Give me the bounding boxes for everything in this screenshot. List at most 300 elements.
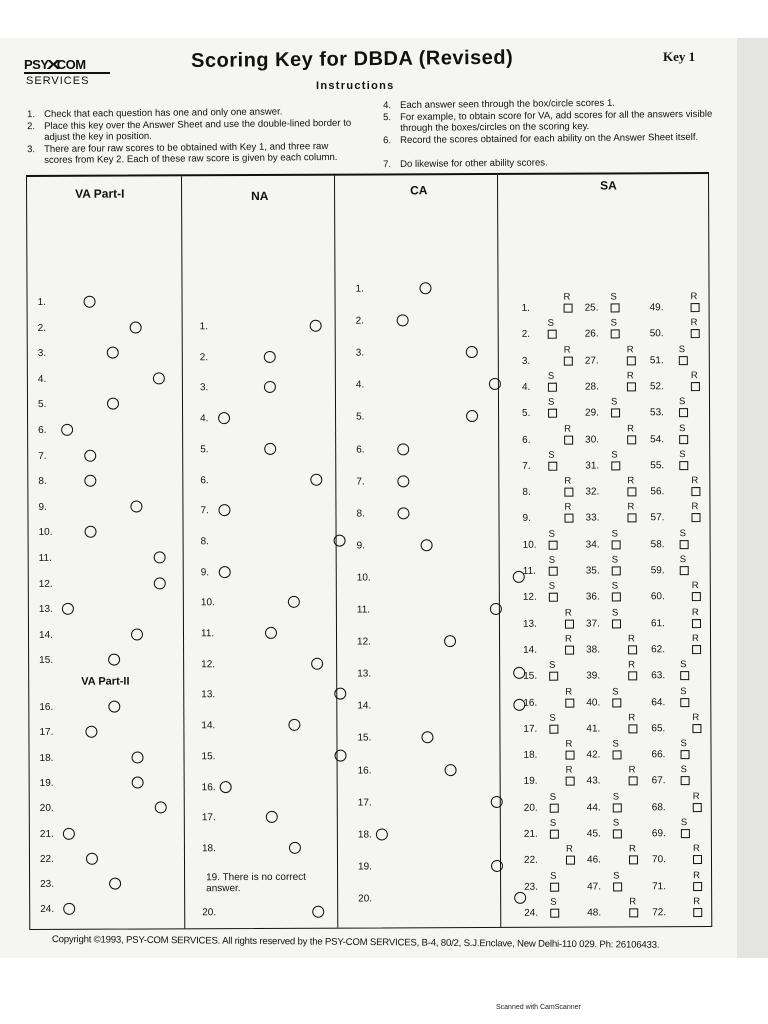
sa-question-number: 34. (585, 539, 600, 551)
va-question-number: 4. (37, 373, 47, 385)
instruction-text: There are four raw scores to be obtained with Key 1, and three raw scores from Key 2. Each of these raw score is given by each column. (43, 141, 338, 166)
na-question-number: 7. (200, 505, 209, 517)
sa-question-number: 30. (585, 434, 600, 446)
answer-box (565, 698, 574, 707)
sa-answer-letter: S (680, 685, 687, 697)
sa-question-number: 65. (651, 723, 666, 735)
answer-circle (466, 346, 478, 358)
sa-answer-letter: R (626, 343, 634, 355)
sa-answer-letter: S (613, 870, 620, 882)
sa-question-number: 27. (584, 355, 599, 367)
sa-answer-letter: R (629, 896, 637, 908)
sa-answer-letter: R (628, 764, 636, 776)
va-question-number: 16. (39, 701, 54, 713)
answer-circle (153, 372, 165, 384)
sa-question-number: 7. (522, 460, 531, 472)
sa-question-number: 5. (522, 407, 531, 420)
sa-answer-letter: S (548, 580, 556, 593)
na-question-number: 10. (200, 597, 215, 609)
answer-box (611, 330, 620, 339)
answer-circle (130, 321, 142, 333)
answer-circle (421, 732, 433, 744)
answer-circle (421, 539, 433, 551)
sa-question-number: 22. (523, 855, 538, 867)
sa-question-number: 12. (522, 592, 537, 604)
answer-circle (62, 603, 74, 615)
instruction-5 (382, 108, 720, 134)
na-question-number: 2. (199, 351, 209, 363)
sa-answer-letter: S (611, 449, 618, 461)
answer-circle (132, 751, 144, 763)
na-question-number: 12. (201, 658, 216, 670)
sa-answer-letter: S (611, 607, 619, 619)
answer-box (628, 672, 637, 681)
sa-question-number: 57. (650, 512, 665, 524)
answer-circle (312, 906, 324, 918)
sa-answer-letter: R (691, 501, 699, 513)
instruction-number: 5. (382, 112, 392, 124)
answer-circle (131, 628, 143, 640)
sa-answer-letter: S (679, 422, 686, 434)
document-title: Scoring Key for DBDA (Revised) (191, 46, 514, 72)
answer-circle (154, 577, 166, 589)
answer-box (566, 777, 575, 786)
column-header-ca: CA (410, 183, 428, 198)
sa-answer-letter: R (690, 369, 698, 381)
answer-box (566, 856, 575, 865)
sa-question-number: 38. (586, 644, 601, 656)
answer-box (564, 514, 573, 523)
answer-box (691, 487, 700, 496)
answer-circle (264, 443, 276, 455)
answer-box (566, 751, 575, 760)
sa-answer-letter: R (690, 291, 698, 303)
answer-box (680, 698, 689, 707)
na-question-number: 4. (200, 413, 209, 425)
sa-question-number: 72. (652, 907, 667, 919)
ca-question-number: 1. (355, 283, 364, 295)
sa-answer-letter: R (564, 423, 572, 435)
answer-box (629, 908, 638, 917)
instructions-heading: Instructions (316, 80, 395, 92)
na-question-number: 5. (200, 444, 209, 456)
answer-circle (107, 347, 119, 359)
sa-answer-letter: R (565, 843, 573, 855)
sa-answer-letter: R (627, 475, 635, 487)
sa-answer-letter: S (612, 685, 619, 697)
sa-question-number: 17. (523, 723, 538, 735)
answer-circle (288, 719, 300, 731)
instruction-number: 4. (382, 100, 392, 112)
instruction-2 (26, 117, 354, 143)
answer-box (565, 619, 574, 628)
sa-question-number: 2. (521, 329, 531, 341)
ca-question-number: 5. (356, 411, 365, 423)
sa-question-number: 10. (522, 539, 537, 551)
answer-box (679, 408, 688, 417)
na-question-number: 18. (201, 843, 216, 855)
answer-circle (310, 473, 322, 485)
key-label: Key 1 (663, 49, 696, 64)
column-divider (181, 176, 185, 928)
answer-circle (63, 903, 75, 915)
answer-box (692, 645, 701, 654)
sa-question-number: 21. (523, 828, 538, 840)
answer-circle (132, 776, 144, 788)
answer-circle (376, 828, 388, 840)
answer-box (613, 751, 622, 760)
sa-question-number: 54. (650, 433, 665, 445)
sa-answer-letter: R (563, 344, 571, 356)
answer-box (612, 593, 621, 602)
sa-question-number: 60. (650, 591, 665, 603)
sa-answer-letter: S (612, 738, 619, 750)
answer-circle (419, 282, 431, 294)
sa-question-number: 70. (651, 854, 666, 866)
answer-box (692, 724, 701, 733)
sa-answer-letter: S (679, 554, 687, 566)
scoring-grid (26, 172, 712, 930)
sa-answer-letter: S (547, 396, 555, 408)
va-question-number: 19. (39, 777, 54, 789)
answer-box (611, 303, 620, 312)
answer-circle (289, 842, 301, 854)
sa-answer-letter: S (610, 291, 617, 303)
va-question-number: 23. (40, 878, 55, 891)
answer-box (548, 330, 557, 339)
answer-box (679, 461, 688, 470)
va-question-number: 15. (39, 655, 54, 667)
answer-circle (84, 296, 96, 308)
instruction-number: 3. (26, 144, 36, 156)
answer-circle (61, 424, 73, 436)
scanner-watermark: Scanned with CamScanner (496, 1004, 581, 1011)
sa-answer-letter: S (549, 712, 556, 724)
ca-question-number: 2. (355, 315, 365, 327)
answer-circle (265, 627, 277, 639)
sa-question-number: 35. (585, 565, 600, 577)
ca-question-number: 8. (356, 508, 365, 520)
psycom-logo (24, 57, 112, 91)
answer-circle (491, 860, 503, 872)
sa-question-number: 8. (522, 486, 531, 498)
sa-answer-letter: R (626, 370, 634, 382)
logo-psy: PSY (24, 57, 49, 72)
sa-answer-letter: S (678, 396, 686, 408)
answer-box (681, 777, 690, 786)
answer-box (692, 619, 701, 628)
sa-question-number: 49. (649, 302, 664, 314)
answer-circle (63, 827, 75, 839)
answer-box (627, 435, 636, 444)
sa-answer-letter: S (680, 817, 688, 829)
sa-question-number: 39. (586, 670, 601, 682)
answer-circle (108, 654, 120, 666)
sa-question-number: 4. (521, 381, 531, 393)
answer-box (628, 645, 637, 654)
sa-answer-letter: S (550, 870, 557, 882)
sa-question-number: 1. (521, 302, 530, 314)
sa-question-number: 15. (523, 670, 538, 683)
na-question-number: 1. (199, 321, 209, 333)
answer-box (613, 882, 622, 891)
answer-circle (130, 500, 142, 512)
answer-circle (154, 551, 166, 563)
na-question-number: 8. (200, 536, 209, 548)
sa-question-number: 45. (586, 828, 601, 840)
sa-question-number: 41. (586, 723, 601, 735)
answer-circle (218, 504, 230, 516)
va-question-number: 2. (37, 322, 47, 334)
answer-circle (489, 378, 501, 390)
sa-answer-letter: S (612, 817, 620, 829)
logo-services: SERVICES (26, 75, 90, 87)
sa-question-number: 50. (649, 328, 664, 340)
sa-answer-letter: R (565, 633, 572, 645)
sa-question-number: 58. (650, 538, 665, 550)
sa-question-number: 51. (649, 354, 664, 366)
va-question-number: 7. (38, 450, 47, 462)
na-question-number: 20. (202, 907, 217, 919)
sa-question-number: 20. (523, 802, 538, 814)
sa-answer-letter: R (692, 711, 700, 723)
sa-answer-letter: S (548, 528, 555, 540)
sa-answer-letter: S (678, 343, 686, 355)
instruction-text: Record the scores obtained for each ability on the Answer Sheet itself. (399, 131, 699, 146)
sa-answer-letter: R (564, 607, 572, 619)
column-header-sa: SA (600, 178, 617, 193)
answer-box (549, 593, 558, 602)
answer-circle (397, 507, 409, 519)
sa-answer-letter: S (547, 370, 555, 382)
answer-box (612, 540, 621, 549)
sa-answer-letter: R (565, 765, 573, 777)
sa-answer-letter: S (610, 317, 618, 329)
sa-answer-letter: R (628, 712, 636, 724)
sa-answer-letter: R (693, 895, 701, 907)
answer-box (550, 803, 559, 812)
sa-answer-letter: R (693, 869, 700, 881)
answer-circle (444, 635, 456, 647)
answer-circle (288, 596, 300, 608)
va-question-number: 12. (38, 578, 53, 590)
sa-question-number: 71. (652, 880, 667, 892)
sa-question-number: 28. (584, 381, 599, 393)
column-divider (334, 176, 338, 928)
sa-question-number: 31. (585, 460, 600, 472)
sa-answer-letter: S (680, 659, 687, 671)
sa-answer-letter: S (680, 738, 687, 750)
answer-circle (490, 603, 502, 615)
sa-question-number: 25. (584, 302, 599, 314)
va-question-number: 9. (38, 501, 47, 513)
answer-box (693, 803, 702, 812)
sa-question-number: 52. (649, 381, 664, 393)
answer-circle (85, 726, 97, 738)
answer-box (550, 909, 559, 918)
sa-answer-letter: R (563, 291, 571, 303)
sa-answer-letter: R (564, 475, 572, 487)
sa-answer-letter: R (627, 501, 635, 513)
va-question-number: 17. (39, 727, 54, 739)
sa-question-number: 6. (522, 434, 531, 446)
instruction-text: Check that each question has one and only one answer. (43, 106, 283, 120)
answer-box (549, 567, 558, 576)
sa-question-number: 23. (524, 881, 539, 893)
ca-question-number: 16. (357, 764, 372, 777)
answer-circle (107, 398, 119, 410)
answer-circle (220, 781, 232, 793)
instruction-text: Each answer seen through the box/circle scores 1. (399, 97, 616, 111)
column-divider (497, 175, 501, 927)
answer-box (692, 592, 701, 601)
sa-answer-letter: R (628, 633, 635, 645)
ca-question-number: 6. (356, 444, 365, 456)
sa-answer-letter: R (564, 502, 572, 514)
va-question-number: 14. (38, 629, 53, 641)
sa-answer-letter: R (691, 606, 699, 618)
sa-answer-letter: S (547, 317, 555, 330)
answer-circle (264, 351, 276, 363)
va-question-number: 21. (39, 828, 54, 840)
na-question-number: 15. (201, 750, 216, 763)
answer-box (628, 724, 637, 733)
answer-box (564, 356, 573, 365)
sa-question-number: 24. (524, 907, 539, 919)
sa-question-number: 56. (650, 486, 665, 498)
va-question-number: 6. (38, 424, 47, 436)
answer-circle (397, 314, 409, 326)
ca-question-number: 15. (357, 732, 372, 744)
answer-box (693, 882, 702, 891)
answer-box (679, 435, 688, 444)
sa-question-number: 40. (586, 696, 601, 709)
sa-question-number: 14. (523, 644, 538, 656)
va-question-number: 1. (37, 296, 46, 308)
na-question-number: 13. (201, 689, 216, 701)
answer-circle (491, 796, 503, 808)
sa-answer-letter: S (548, 554, 556, 566)
instruction-text: Place this key over the Answer Sheet and use the double-lined border to adjust the key in position. (43, 117, 352, 143)
answer-circle (311, 657, 323, 669)
sa-question-number: 9. (522, 513, 531, 525)
sa-question-number: 69. (651, 828, 666, 840)
answer-box (627, 382, 636, 391)
sa-answer-letter: S (611, 528, 618, 540)
answer-box (564, 435, 573, 444)
sa-answer-letter: S (611, 580, 619, 592)
answer-circle (397, 475, 409, 487)
answer-box (691, 303, 700, 312)
ca-question-number: 14. (357, 700, 372, 712)
sa-question-number: 32. (585, 486, 600, 498)
sa-question-number: 55. (650, 460, 665, 472)
instruction-number: 6. (382, 135, 392, 147)
answer-box (613, 829, 622, 838)
na-question-number: 17. (201, 812, 216, 824)
na-q19-note: 19. There is no correct answer. (206, 871, 306, 895)
answer-box (613, 803, 622, 812)
va-question-number: 8. (38, 476, 47, 488)
sa-answer-letter: S (680, 764, 687, 776)
instruction-text: Do likewise for other ability scores. (399, 157, 548, 170)
sa-question-number: 43. (586, 775, 601, 787)
column-header-na: NA (251, 188, 269, 204)
answer-box (565, 646, 574, 655)
answer-circle (397, 443, 409, 455)
sa-answer-letter: S (612, 791, 620, 803)
sa-answer-letter: S (549, 817, 557, 829)
va-question-number: 18. (39, 752, 54, 764)
answer-box (691, 329, 700, 338)
answer-box (612, 619, 621, 628)
sa-question-number: 62. (651, 644, 666, 656)
sa-question-number: 11. (522, 565, 536, 577)
sa-question-number: 26. (584, 328, 599, 340)
na-question-number: 6. (200, 474, 209, 486)
sa-question-number: 61. (650, 617, 665, 629)
na-question-number: 14. (201, 720, 216, 732)
answer-circle (155, 802, 167, 814)
answer-box (550, 830, 559, 839)
answer-box (548, 383, 557, 392)
sa-answer-letter: R (628, 843, 636, 855)
sa-answer-letter: R (565, 738, 573, 750)
answer-circle (84, 475, 96, 487)
sa-answer-letter: R (691, 475, 699, 487)
answer-circle (334, 534, 346, 546)
answer-box (564, 488, 573, 497)
answer-circle (335, 749, 347, 761)
logo-line1 (24, 57, 86, 72)
sa-answer-letter: S (550, 896, 557, 908)
answer-box (548, 461, 557, 470)
answer-box (691, 513, 700, 522)
answer-circle (85, 526, 97, 538)
ca-question-number: 7. (356, 476, 365, 488)
va-part2-heading: VA Part-II (81, 675, 130, 688)
logo-bar (24, 72, 110, 74)
sa-answer-letter: S (549, 659, 556, 671)
sa-question-number: 68. (651, 801, 666, 813)
sa-question-number: 48. (587, 907, 602, 919)
ca-question-number: 18. (357, 829, 372, 841)
sa-answer-letter: S (610, 396, 618, 408)
answer-box (550, 882, 559, 891)
va-question-number: 24. (40, 904, 55, 916)
answer-box (564, 304, 573, 313)
answer-circle (264, 381, 276, 393)
sa-question-number: 46. (586, 854, 601, 866)
answer-circle (514, 892, 526, 904)
answer-box (680, 566, 689, 575)
logo-com: COM (56, 57, 86, 72)
answer-circle (445, 764, 457, 776)
va-question-number: 5. (37, 399, 47, 411)
answer-box (680, 540, 689, 549)
ca-question-number: 12. (357, 636, 371, 648)
ca-question-number: 10. (356, 572, 371, 584)
sa-question-number: 18. (523, 749, 538, 761)
answer-box (549, 672, 558, 681)
sa-answer-letter: R (627, 422, 635, 434)
sa-answer-letter: R (692, 790, 700, 802)
ca-question-number: 13. (357, 668, 372, 680)
sa-answer-letter: R (692, 632, 699, 644)
sa-question-number: 66. (651, 749, 666, 761)
answer-box (611, 461, 620, 470)
sa-question-number: 47. (587, 881, 602, 893)
